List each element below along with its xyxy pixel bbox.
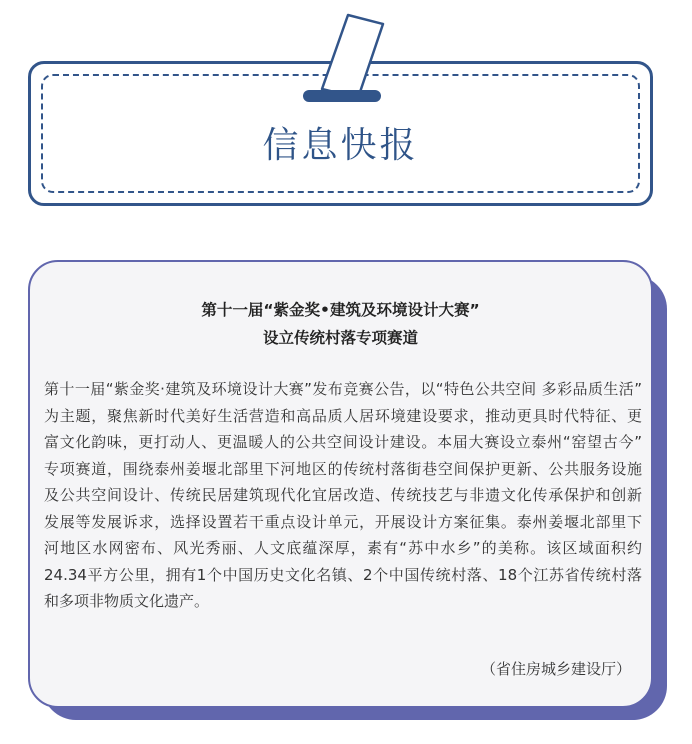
body-line: 发展等发展诉求，选择设置若干重点设计单元，开展设计方案征集。泰州姜堰北部里下 <box>44 512 642 531</box>
info-card <box>28 260 653 708</box>
body-line: 富文化韵味，更打动人、更温暖人的公共空间设计建设。本届大赛设立泰州“窑望古今” <box>44 433 642 451</box>
body-line: 专项赛道，围绕泰州姜堰北部里下河地区的传统村落街巷空间保护更新、公共服务设施 <box>44 459 642 478</box>
heading-line-2: 设立传统村落专项赛道 <box>262 329 418 347</box>
clipboard-tag-icon <box>300 8 390 108</box>
banner-title: 信息快报 <box>262 125 419 166</box>
body-line: 24.34平方公里，拥有1个中国历史文化名镇、2个中国传统村落、18个江苏省传统村落 <box>44 565 642 584</box>
body-line: 河地区水网密布、风光秀丽、人文底蕴深厚，素有“苏中水乡”的美称。该区域面积约 <box>44 539 642 557</box>
body-line: 为主题，聚焦新时代美好生活营造和高品质人居环境建设要求，推动更具时代特征、更 <box>44 406 642 425</box>
article-source: （省住房城乡建设厅） <box>480 660 631 678</box>
body-line: 第十一届“紫金奖·建筑及环境设计大赛”发布竞赛公告，以“特色公共空间 多彩品质生活” <box>44 380 642 398</box>
article-body <box>44 376 642 615</box>
body-line: 和多项非物质文化遗产。 <box>44 592 210 610</box>
heading-line-1: 第十一届“紫金奖•建筑及环境设计大赛” <box>201 301 480 319</box>
body-line: 及公共空间设计、传统民居建筑现代化宜居改造、传统技艺与非遗文化传承保护和创新 <box>44 486 642 504</box>
article-heading <box>30 296 651 352</box>
